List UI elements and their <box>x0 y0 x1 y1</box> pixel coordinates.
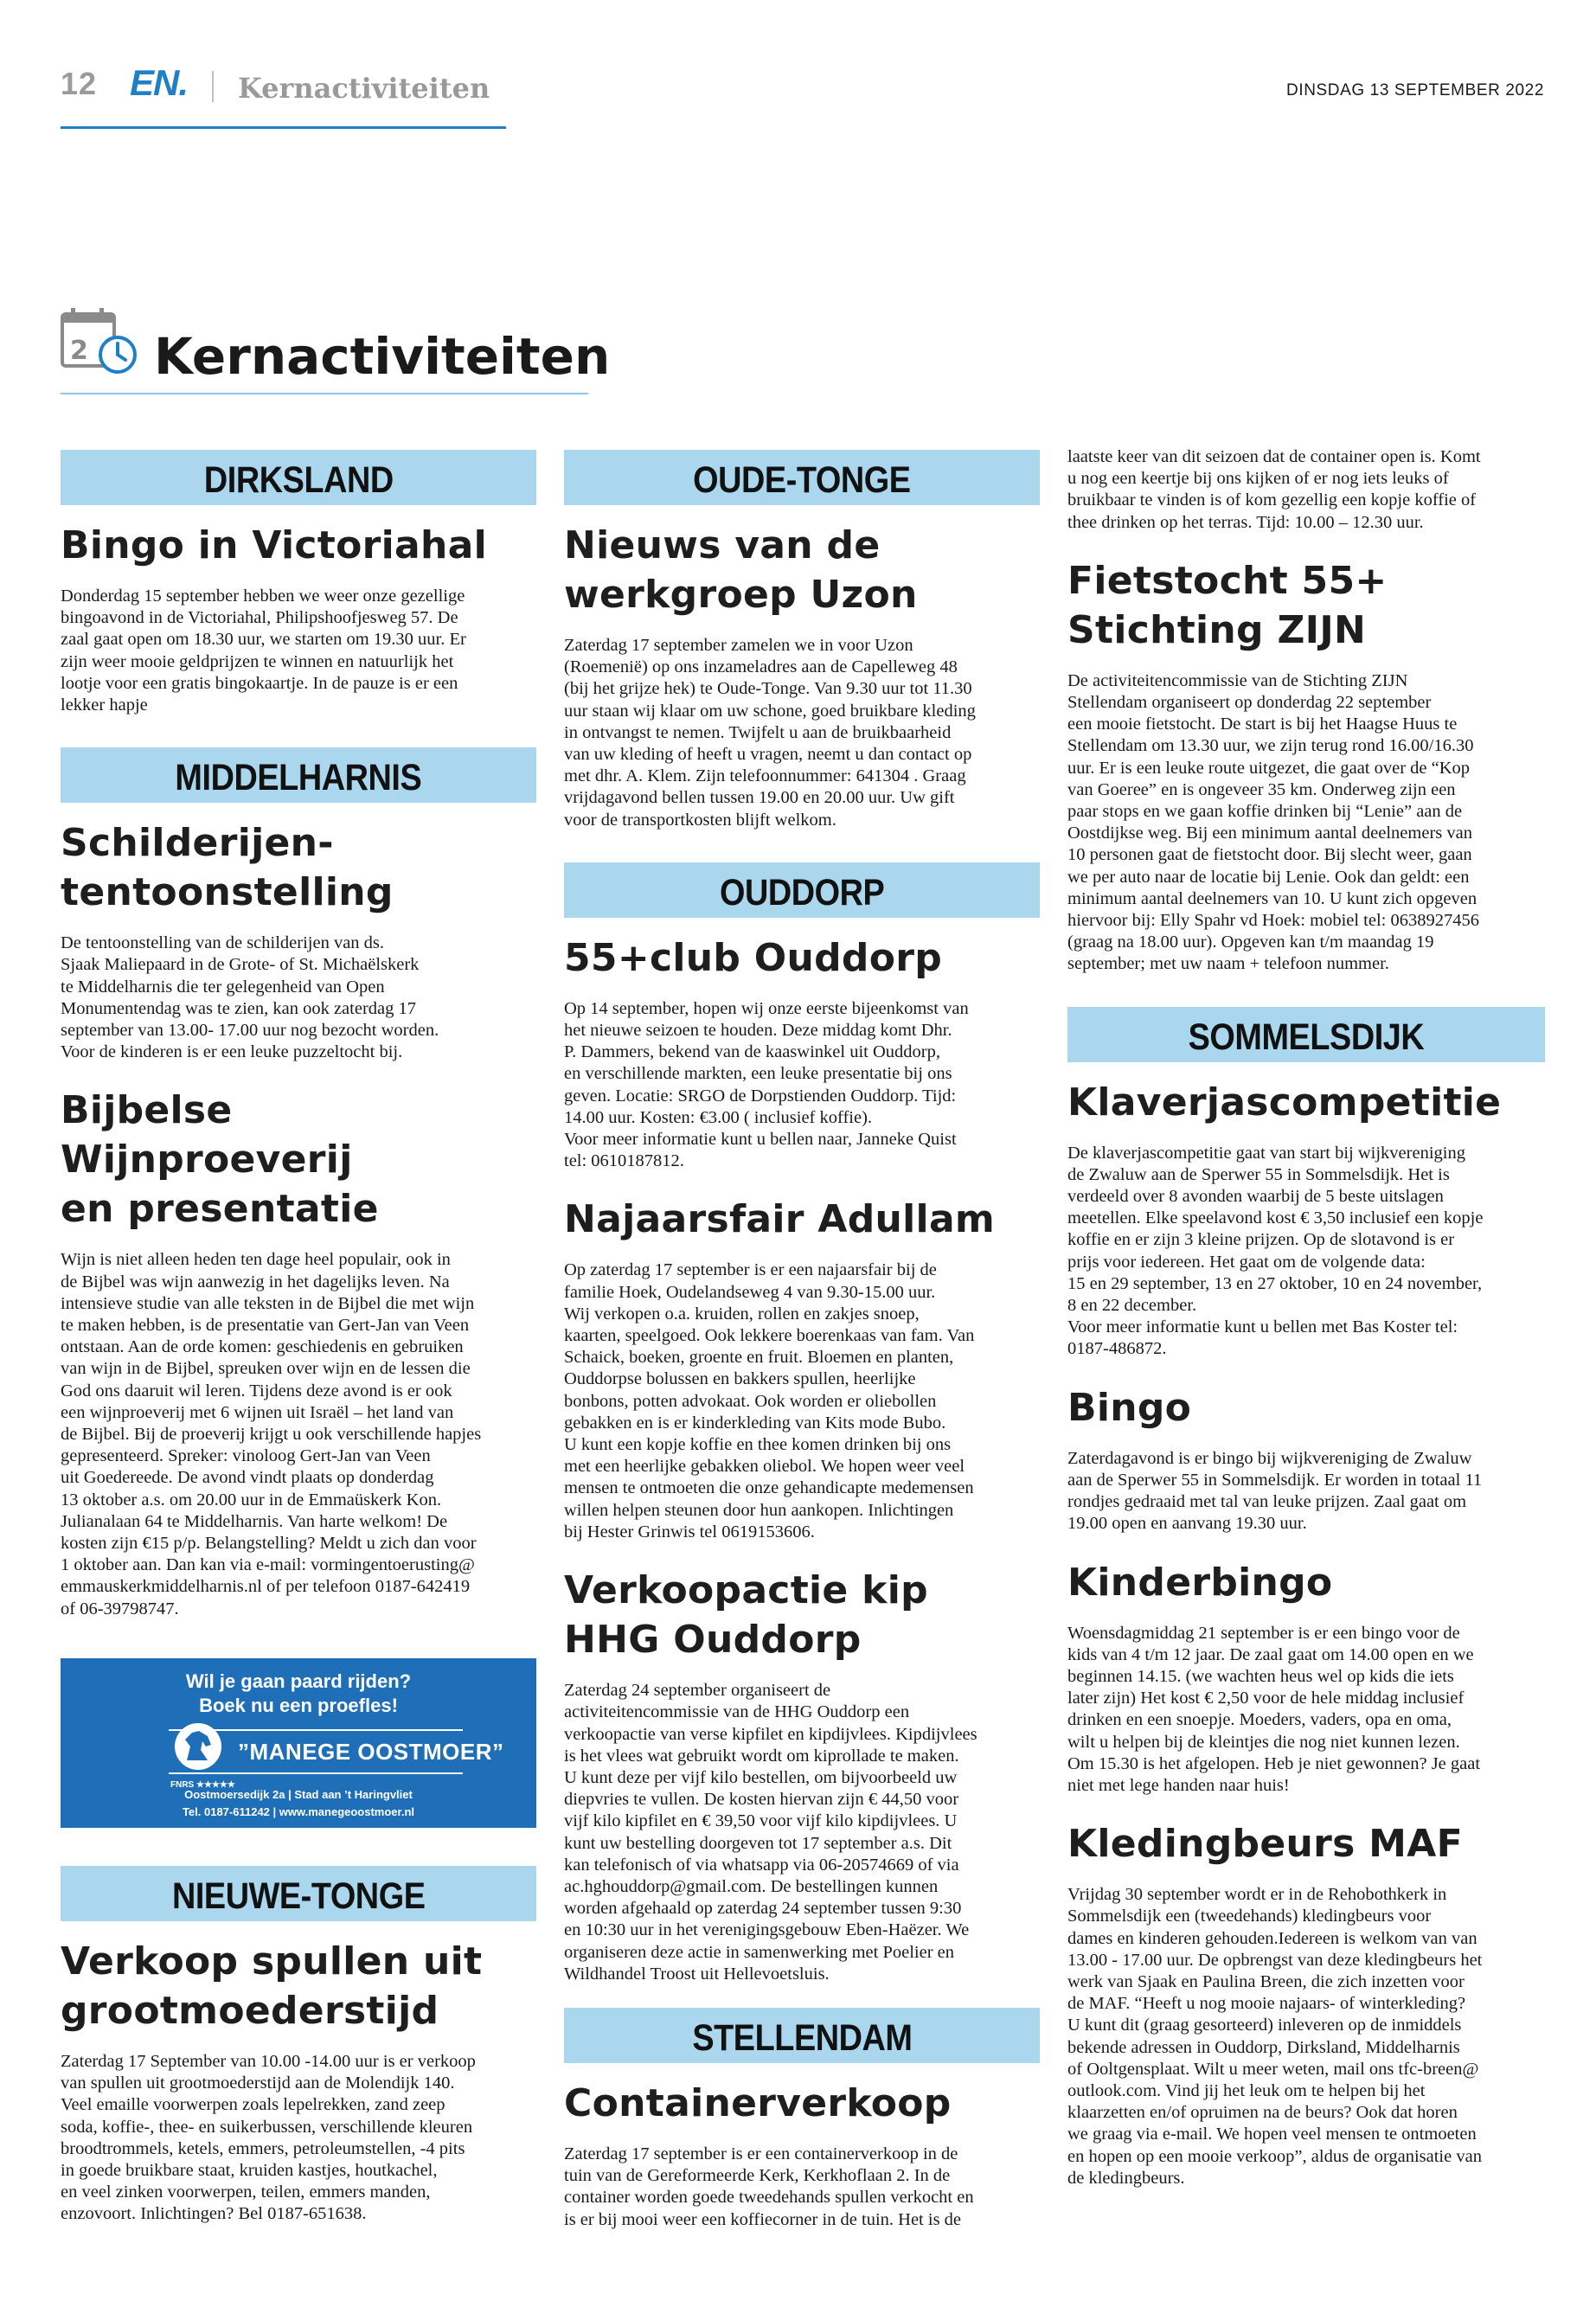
town-banner-middelharnis <box>61 747 536 803</box>
ad-address: Oostmoersedijk 2a | Stad aan ’t Haringvliet <box>184 1787 413 1801</box>
article-body-verkoopactie: Zaterdag 24 september organiseert de activiteitencommissie van de HHG Ouddorp een verkoopactie van verse kipfilet en kipdijvlees. Kipdijvlees is het vlees wat gebruikt wordt om kiprollade te maken. U kunt deze per vijf kilo bestellen, om bijvoorbeeld uw diepvries te vullen. De kosten hiervan zijn € 44,50 voor vijf kilo kipfilet en € 39,50 voor vijf kilo kipdijvlees. U kunt uw bestelling doorgeven tot 17 september a.s. Dit kan telefonisch of via whatsapp via 06-20574669 of via ac.hghouddorp@gmail.com. De bestellingen kunnen worden afgehaald op zaterdag 24 september tussen 9:30 en 10:30 uur in het verenigingsgebouw Eben-Haëzer. We organiseren deze actie in samenwerking met Poelier en Wildhandel Troost uit Hellevoetsluis. <box>564 1681 977 1984</box>
town-label: NIEUWE-TONGE <box>171 1875 426 1917</box>
town-label: OUDDORP <box>719 871 885 913</box>
town-banner-ouddorp <box>564 862 1040 918</box>
headline-wijnproeverij: Bijbelse Wijnproeverij en presentatie <box>61 1088 379 1232</box>
ad-rating: FNRS ★★★★★ <box>170 1779 235 1790</box>
ad-brand-name: ”MANEGE OOSTMOER” <box>238 1738 504 1765</box>
article-body-55plus-club: Op 14 september, hopen wij onze eerste bijeenkomst van het nieuwe seizoen te houden. Deze middag komt Dhr. P. Dammers, bekend van de kaaswinkel uit Ouddorp, en verschillende markten, een leuke presentatie bij ons geven. Locatie: SRGO de Dorpstienden Ouddorp. Tijd: 14.00 uur. Kosten: €3.00 ( inclusief koffie). Voor meer informatie kunt u bellen naar, Janneke Quist tel: 0610187812. <box>564 998 969 1171</box>
issue-date: DINSDAG 13 SEPTEMBER 2022 <box>1286 81 1544 99</box>
article-body-kledingbeurs: Vrijdag 30 september wordt er in de Rehobothkerk in Sommelsdijk een (tweedehands) kledingbeurs voor dames en kinderen gehouden.Iedereen is welkom van van 13.00 - 17.00 uur. De opbrengst van deze kledingbeurs het werk van Sjaak en Paulina Breen, die zich inzetten voor de MAF. “Heeft u nog mooie najaars- of winterkleding? U kunt dit (graag gesorteerd) inleveren op de inmiddels bekende adressen in Ouddorp, Dirksland, Middelharnis of Ooltgensplaat. Wilt u meer weten, mail ons tfc-breen@ outlook.com. Vind jij het leuk om te helpen bij het klaarzetten en/of opruimen na de beurs? Ook dat horen we graag via e-mail. We hopen veel mensen te ontmoeten en hopen op een mooie verkoop”, aldus de organisatie van de kledingbeurs. <box>1067 1885 1483 2188</box>
header-divider <box>212 71 214 102</box>
town-banner-dirksland <box>61 450 536 505</box>
article-body-containerverkoop-continued: laatste keer van dit seizoen dat de container open is. Komt u nog een keertje bij ons kijken of er nog iets leuks of bruikbaar te vinden is of kom gezellig een kopje koffie of thee drinken op het terras. Tijd: 10.00 – 12.30 uur. <box>1067 447 1481 532</box>
header-section-label: Kernactiviteiten <box>238 72 490 105</box>
article-body-containerverkoop: Zaterdag 17 september is er een containerverkoop in de tuin van de Gereformeerde Kerk, Kerkhoflaan 2. In de container worden goede tweedehands spullen verkocht en is er bij mooi weer een koffiecorner in de tuin. Het is de <box>564 2144 974 2229</box>
newspaper-logo: EN. <box>130 62 189 103</box>
article-body-kinderbingo: Woensdagmiddag 21 september is er een bingo voor de kids van 4 t/m 12 jaar. De zaal gaat om 14.00 open en we beginnen 14.15. (we wachten heus wel op kids die iets later zijn) Het kost € 2,50 voor de hele middag inclusief drinken en een snoepje. Moeders, vaders, opa en oma, wilt u helpen bij de kleintjes die nog niet kunnen lezen. Om 15.30 is het afgelopen. Heb je niet gewonnen? Je gaat niet met lege handen naar huis! <box>1067 1623 1481 1795</box>
column-3 <box>1067 447 1545 2212</box>
ad-headline-2: Boek nu een proefles! <box>199 1694 398 1716</box>
headline-schilderijen: Schilderijen- tentoonstelling <box>61 821 394 915</box>
headline-55plus-club: 55+club Ouddorp <box>564 935 943 980</box>
headline-bingo-victoriahal: Bingo in Victoriahal <box>61 523 487 567</box>
header-rule <box>61 126 506 129</box>
headline-najaarsfair: Najaarsfair Adullam <box>564 1197 996 1242</box>
headline-klaverjascompetitie: Klaverjascompetitie <box>1067 1080 1502 1125</box>
column-1 <box>61 450 536 2248</box>
manege-advertisement[interactable] <box>61 1658 536 1828</box>
article-body-wijnproeverij: Wijn is niet alleen heden ten dage heel populair, ook in de Bijbel was wijn aanwezig in het dagelijks leven. Na intensieve studie van alle teksten in de Bijbel die met wijn te maken hebben, is de presentatie van Gert-Jan van Veen ontstaan. Aan de orde komen: geschiedenis en gebruiken van wijn in de Bijbel, spreuken over wijn en de lessen die God ons daaruit wil leren. Tijdens deze avond is er ook een wijnproeverij met 6 wijnen uit Israël – het land van de Bijbel. Bij de proeverij krijgt u ook verschillende hapjes gepresenteerd. Spreker: vinoloog Gert-Jan van Veen uit Goedereede. De avond vindt plaats op donderdag 13 oktober a.s. om 20.00 uur in de Emmaüskerk Kon. Julianalaan 64 te Middelharnis. Van harte welkom! De kosten zijn €15 p/p. Belangstelling? Meldt u zich dan voor 1 oktober aan. Dan kan via e-mail: vormingentoerusting@ emmauskerkmiddelharnis.nl of per telefoon 0187-642419 of 06-39798747. <box>61 1250 482 1618</box>
town-label: SOMMELSDIJK <box>1188 1016 1425 1058</box>
headline-fietstocht: Fietstocht 55+ Stichting ZIJN <box>1067 558 1388 652</box>
headline-kinderbingo: Kinderbingo <box>1067 1560 1333 1605</box>
headline-bingo: Bingo <box>1067 1385 1192 1430</box>
headline-verkoopactie: Verkoopactie kip HHG Ouddorp <box>564 1568 928 1663</box>
headline-containerverkoop: Containerverkoop <box>564 2080 952 2125</box>
town-banner-stellendam <box>564 2008 1040 2063</box>
town-label: MIDDELHARNIS <box>175 757 422 799</box>
ad-headline-1: Wil je gaan paard rijden? <box>185 1670 412 1692</box>
town-banner-sommelsdijk <box>1067 1007 1545 1062</box>
headline-kledingbeurs: Kledingbeurs MAF <box>1067 1822 1463 1867</box>
article-body-bingo-victoriahal: Donderdag 15 september hebben we weer onze gezellige bingoavond in de Victoriahal, Philipshoofjesweg 57. De zaal gaat open om 18.30 uur, we starten om 19.30 uur. Er zijn weer mooie geldprijzen te winnen en natuurlijk het lootje voor een gratis bingokaartje. In de pauze is er een lekker hapje <box>61 586 466 715</box>
article-body-bingo: Zaterdagavond is er bingo bij wijkvereniging de Zwaluw aan de Sperwer 55 in Sommelsdijk. Er worden in totaal 11 rondjes gedraaid met tal van leuke prijzen. Zaal gaat om 19.00 open en aanvang 19.30 uur. <box>1067 1448 1483 1534</box>
town-label: STELLENDAM <box>691 2016 913 2059</box>
horse-logo-icon <box>173 1721 223 1772</box>
article-body-fietstocht: De activiteitencommissie van de Stichting ZIJN Stellendam organiseert op donderdag 22 september een mooie fietstocht. De start is bij het Haagse Huus te Stellendam om 13.30 uur, we zijn terug rond 16.00/16.30 uur. Er is een leuke route uitgezet, die gaat over de “Kop van Goeree” en is ongeveer 35 km. Onderweg zijn een paar stops en we gaan koffie drinken bij “Lenie” aan de Oostdijkse weg. Bij een minimum aantal deelnemers van 10 personen gaat de fietstocht door. Bij slecht weer, gaan we per auto naar de locatie bij Lenie. Ook dan geldt: een minimum aantal deelnemers van 10. U kunt zich opgeven hiervoor bij: Elly Spahr vd Hoek: mobiel tel: 0638927456 (graag na 18.00 uur). Opgeven kan t/m maandag 19 september; met uw naam + telefoon nummer. <box>1067 670 1479 974</box>
town-label: OUDE-TONGE <box>693 459 911 501</box>
calendar-icon-number: 2 <box>70 336 88 366</box>
town-banner-oude-tonge <box>564 450 1040 505</box>
title-rule <box>61 393 588 394</box>
calendar-clock-icon <box>61 307 140 376</box>
headline-grootmoederstijd: Verkoop spullen uit grootmoederstijd <box>61 1939 483 2033</box>
article-body-uzon: Zaterdag 17 september zamelen we in voor Uzon (Roemenië) op ons inzameladres aan de Capelleweg 48 (bij het grijze hek) te Oude-Tonge. Van 9.30 uur tot 11.30 uur staan wij klaar om uw schone, goed bruikbare kleding in ontvangst te nemen. Twijfelt u aan de bruikbaarheid van uw kleding of heeft u vragen, neemt u dan contact op met dhr. A. Klem. Zijn telefoonnummer: 641304 . Graag vrijdagavond bellen tussen 19.00 en 20.00 uur. Uw gift voor de transportkosten blijft welkom. <box>564 636 976 830</box>
page-title: Kernactiviteiten <box>154 327 611 386</box>
column-2 <box>564 450 1040 2253</box>
page-number: 12 <box>61 66 98 101</box>
article-body-grootmoederstijd: Zaterdag 17 September van 10.00 -14.00 uur is er verkoop van spullen uit grootmoederstijd aan de Molendijk 140. Veel emaille voorwerpen zoals lepelrekken, zand zeep soda, koffie-, thee- en suikerbussen, verschillende kleuren broodtrommels, ketels, emmers, petroleumstellen, -4 pits in goede bruikbare staat, kruiden kastjes, houtkachel, en veel zinken voorwerpen, teilen, emmers manden, enzovoort. Inlichtingen? Bel 0187-651638. <box>61 2051 476 2224</box>
article-body-klaverjascompetitie: De klaverjascompetitie gaat van start bij wijkvereniging de Zwaluw aan de Sperwer 55 in Sommelsdijk. Het is verdeeld over 8 avonden waarbij de 5 beste uitslagen meetellen. Elke speelavond kost € 3,50 inclusief een kopje koffie en er zijn 3 kleine prijzen. Op de slotavond is er prijs voor iedereen. Het gaat om de volgende data: 15 en 29 september, 13 en 27 oktober, 10 en 24 november, 8 en 22 december. Voor meer informatie kunt u bellen met Bas Koster tel: 0187-486872. <box>1067 1143 1484 1359</box>
article-body-schilderijen: De tentoonstelling van de schilderijen van ds. Sjaak Maliepaard in de Grote- of St. Michaëlskerk te Middelharnis die ter gelegenheid van Open Monumentendag was te zien, kan ook zaterdag 17 september van 13.00- 17.00 uur nog bezocht worden. Voor de kinderen is er een leuke puzzeltocht bij. <box>61 933 439 1062</box>
town-label: DIRKSLAND <box>203 459 394 501</box>
town-banner-nieuwe-tonge <box>61 1866 536 1921</box>
ad-contact[interactable]: Tel. 0187-611242 | www.manegeoostmoer.nl <box>182 1804 415 1818</box>
headline-uzon: Nieuws van de werkgroep Uzon <box>564 523 918 617</box>
article-body-najaarsfair: Op zaterdag 17 september is er een najaarsfair bij de familie Hoek, Oudelandseweg 4 van 9.30-15.00 uur. Wij verkopen o.a. kruiden, rollen en zakjes snoep, kaarten, speelgoed. Ook lekkere boerenkaas van fam. Van Schaick, boeken, groente en fruit. Bloemen en planten, Ouddorpse bolussen en bakkers spullen, heerlijke bonbons, potten advokaat. Ook worden er oliebollen gebakken en is er kinderkleding van Kits mode Bubo. U kunt een kopje koffie en thee komen drinken bij ons met een heerlijke gebakken oliebol. We hopen weer veel mensen te ontmoeten die onze gehandicapte medemensen willen helpen steunen door hun aankopen. Inlichtingen bij Hester Grinwis tel 0619153606. <box>564 1260 975 1541</box>
